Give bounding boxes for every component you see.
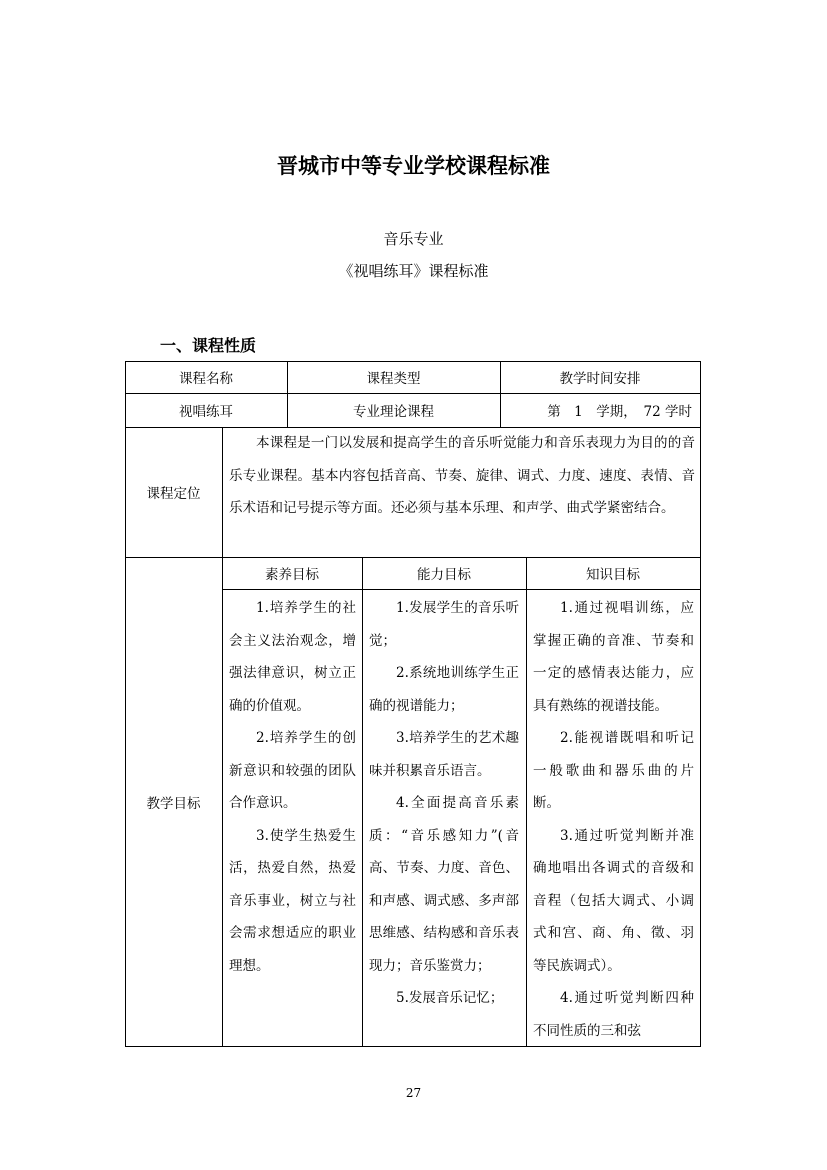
course-type-value: 专业理论课程 bbox=[353, 404, 434, 420]
ability-goals-list bbox=[369, 592, 519, 1015]
list-item: 5.发展音乐记忆； bbox=[396, 990, 504, 1006]
list-item: 2.能视谱既唱和听记一般歌曲和器乐曲的片断。 bbox=[533, 730, 694, 811]
positioning-text-block bbox=[229, 427, 695, 525]
positioning-label: 课程定位 bbox=[146, 486, 201, 502]
list-item: 4.通过听觉判断四种不同性质的三和弦 bbox=[533, 990, 694, 1039]
page-number: 27 bbox=[405, 1086, 422, 1100]
knowledge-goals-list bbox=[533, 592, 694, 1047]
goals-label: 教学目标 bbox=[146, 795, 201, 812]
positioning-text: 本课程是一门以发展和提高学生的音乐听觉能力和音乐表现力为目的的音乐专业课程。基本内容包括音高、节奏、旋律、调式、力度、速度、表情、音乐术语和记号提示等方面。还必须与基本乐理、和声学、曲式学紧密结合。 bbox=[229, 435, 695, 516]
major-subtitle: 音乐专业 bbox=[383, 230, 444, 248]
list-item: 2.培养学生的创新意识和较强的团队合作意识。 bbox=[229, 730, 356, 811]
list-item: 1.发展学生的音乐听觉； bbox=[369, 600, 519, 649]
header-course-name: 课程名称 bbox=[179, 371, 233, 387]
header-knowledge-goals: 知识目标 bbox=[586, 567, 640, 583]
header-ability-goals: 能力目标 bbox=[417, 567, 471, 583]
list-item: 4.全面提高音乐素质：“音乐感知力”(音高、节奏、力度、音色、和声感、调式感、多声部思维感、结构感和音乐表现力；音乐鉴赏力； bbox=[369, 795, 519, 974]
page-title: 晋城市中等专业学校课程标准 bbox=[277, 154, 550, 178]
list-item: 3.通过听觉判断并准确地唱出各调式的音级和音程（包括大调式、小调式和宫、商、角、徵、羽等民族调式）。 bbox=[533, 827, 694, 974]
list-item: 2.系统地训练学生正确的视谱能力； bbox=[369, 665, 519, 714]
course-name-value: 视唱练耳 bbox=[179, 404, 233, 420]
header-literacy-goals: 素养目标 bbox=[265, 567, 319, 583]
course-subtitle: 《视唱练耳》课程标准 bbox=[338, 262, 489, 280]
section-heading: 一、课程性质 bbox=[160, 336, 257, 355]
literacy-goals-list bbox=[229, 592, 356, 982]
schedule-value: 第 1 学期， 72 学时 bbox=[547, 404, 692, 420]
list-item: 1.培养学生的社会主义法治观念，增强法律意识，树立正确的价值观。 bbox=[229, 600, 356, 714]
list-item: 1.通过视唱训练，应掌握正确的音准、节奏和一定的感情表达能力，应具有熟练的视谱技能。 bbox=[533, 600, 694, 714]
list-item: 3.培养学生的艺术趣味并积累音乐语言。 bbox=[369, 730, 519, 779]
header-course-type: 课程类型 bbox=[366, 371, 421, 387]
list-item: 3.使学生热爱生活，热爱自然，热爱音乐事业，树立与社会需求想适应的职业理想。 bbox=[229, 827, 356, 974]
header-schedule: 教学时间安排 bbox=[559, 371, 641, 387]
